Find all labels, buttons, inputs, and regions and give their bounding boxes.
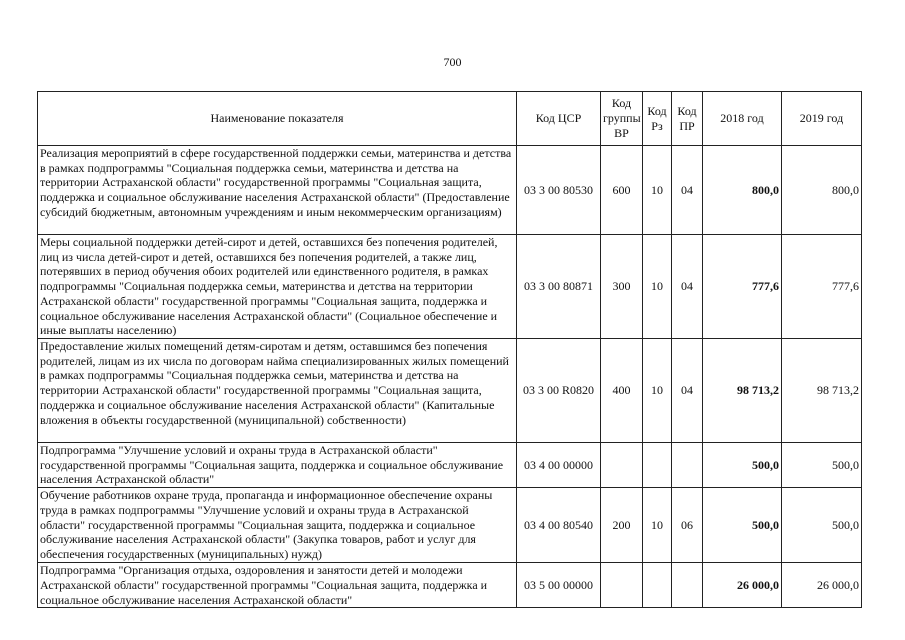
row-value-2018: 777,6: [703, 235, 782, 339]
row-csr-code: 03 3 00 80871: [517, 235, 601, 339]
row-csr-code: 03 4 00 00000: [517, 443, 601, 488]
page-number: 700: [443, 55, 462, 69]
row-value-2019: 777,6: [782, 235, 862, 339]
header-pr-code: Код ПР: [672, 92, 703, 146]
row-name: Реализация мероприятий в сфере государственной поддержки семьи, материнства и детства в рамках подпрограммы "Социальная поддержка семьи, материнства и детства на территории Астраханской области" государственной программы "Социальная защита, поддержка и социальное обслуживание населения Астраханской области" (Предоставление субсидий бюджетным, автономным учреждениям и иным некоммерческим организациям): [38, 146, 517, 235]
row-name: Предоставление жилых помещений детям-сиротам и детям, оставшимся без попечения родителей, лицам из их числа по договорам найма специализированных жилых помещений в рамках подпрограммы "Социальная поддержка семьи, материнства и детства на территории Астраханской области" государственной программы "Социальная защита, поддержка и социальное обслуживание населения Астраханской области" (Капитальные вложения в объекты государственной (муниципальной) собственности): [38, 339, 517, 443]
row-rz-code: 10: [643, 235, 672, 339]
row-name: Подпрограмма "Улучшение условий и охраны труда в Астраханской области" государственной программы "Социальная защита, поддержка и социальное обслуживание населения Астраханской области": [38, 443, 517, 488]
row-value-2018: 500,0: [703, 488, 782, 563]
table-header-row: [38, 92, 862, 146]
table-row: [38, 339, 862, 443]
row-value-2019: 800,0: [782, 146, 862, 235]
row-pr-code: 06: [672, 488, 703, 563]
table-row: [38, 488, 862, 563]
header-year-2018: 2018 год: [703, 92, 782, 146]
row-name: Подпрограмма "Организация отдыха, оздоровления и занятости детей и молодежи Астраханской области" государственной программы "Социальная защита, поддержка и социальное обслуживание населения Астраханской области": [38, 563, 517, 608]
row-csr-code: 03 3 00 80530: [517, 146, 601, 235]
row-value-2018: 500,0: [703, 443, 782, 488]
row-pr-code: 04: [672, 235, 703, 339]
header-csr-code: Код ЦСР: [517, 92, 601, 146]
table-row: [38, 563, 862, 608]
row-vr-code: 400: [601, 339, 643, 443]
row-vr-code: 300: [601, 235, 643, 339]
row-value-2019: 98 713,2: [782, 339, 862, 443]
row-value-2019: 26 000,0: [782, 563, 862, 608]
row-rz-code: [643, 443, 672, 488]
row-value-2018: 98 713,2: [703, 339, 782, 443]
table-row: [38, 235, 862, 339]
row-csr-code: 03 5 00 00000: [517, 563, 601, 608]
row-csr-code: 03 3 00 R0820: [517, 339, 601, 443]
row-name: Обучение работников охране труда, пропаганда и информационное обеспечение охраны труда в рамках подпрограммы "Улучшение условий и охраны труда в Астраханской области" государственной программы "Социальная защита, поддержка и социальное обслуживание населения Астраханской области" (Закупка товаров, работ и услуг для обеспечения государственных (муниципальных) нужд): [38, 488, 517, 563]
row-pr-code: [672, 563, 703, 608]
header-rz-code: Код Рз: [643, 92, 672, 146]
row-pr-code: 04: [672, 146, 703, 235]
header-name: Наименование показателя: [38, 92, 517, 146]
row-vr-code: 200: [601, 488, 643, 563]
row-vr-code: 600: [601, 146, 643, 235]
budget-table: [37, 91, 862, 608]
row-value-2018: 800,0: [703, 146, 782, 235]
row-csr-code: 03 4 00 80540: [517, 488, 601, 563]
row-vr-code: [601, 443, 643, 488]
row-rz-code: [643, 563, 672, 608]
row-name: Меры социальной поддержки детей-сирот и детей, оставшихся без попечения родителей, лиц из числа детей-сирот и детей, оставшихся без попечения родителей, а также лиц, потерявших в период обучения обоих родителей или единственного родителя, в рамках подпрограммы "Социальная поддержка семьи, материнства и детства на территории Астраханской области" государственной программы "Социальная защита, поддержка и социальное обслуживание населения Астраханской области" (Социальное обеспечение и иные выплаты населению): [38, 235, 517, 339]
row-pr-code: [672, 443, 703, 488]
row-value-2019: 500,0: [782, 488, 862, 563]
table-row: [38, 443, 862, 488]
row-value-2018: 26 000,0: [703, 563, 782, 608]
row-value-2019: 500,0: [782, 443, 862, 488]
row-rz-code: 10: [643, 339, 672, 443]
table-row: [38, 146, 862, 235]
row-pr-code: 04: [672, 339, 703, 443]
header-year-2019: 2019 год: [782, 92, 862, 146]
row-rz-code: 10: [643, 488, 672, 563]
row-rz-code: 10: [643, 146, 672, 235]
header-vr-code: Код группы ВР: [601, 92, 643, 146]
row-vr-code: [601, 563, 643, 608]
